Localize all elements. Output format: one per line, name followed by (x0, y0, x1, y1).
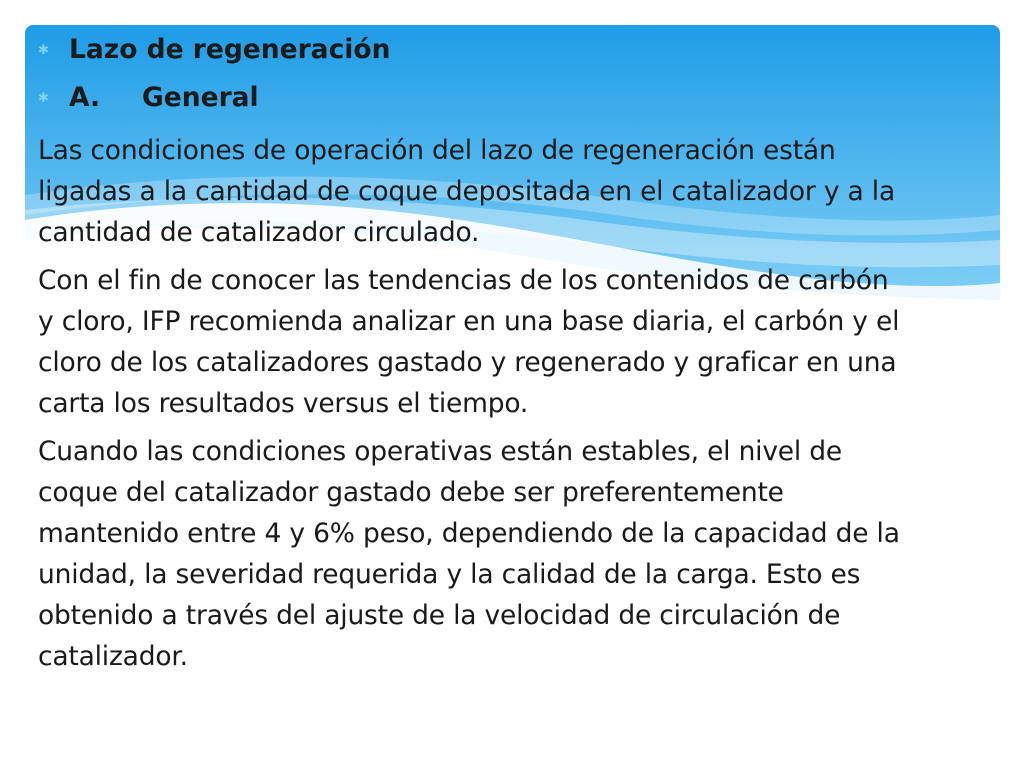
paragraph-line: y cloro, IFP recomienda analizar en una base diaria, el carbón y el (38, 306, 900, 337)
paragraph-line: carta los resultados versus el tiempo. (38, 388, 529, 419)
paragraph-line: cloro de los catalizadores gastado y regenerado y graficar en una (38, 347, 897, 378)
paragraph-line: obtenido a través del ajuste de la velocidad de circulación de (38, 600, 841, 631)
asterisk-bullet-icon: ✱ (38, 43, 49, 58)
paragraph-line: catalizador. (38, 641, 188, 672)
paragraph-line: Con el fin de conocer las tendencias de los contenidos de carbón (38, 265, 889, 296)
bullet-item-title (38, 34, 988, 82)
paragraph-line: Las condiciones de operación del lazo de regeneración están (38, 135, 836, 166)
paragraph-line: coque del catalizador gastado debe ser preferentemente (38, 477, 784, 508)
bullet-text: General (142, 82, 259, 113)
paragraph-line: mantenido entre 4 y 6% peso, dependiendo de la capacidad de la (38, 518, 900, 549)
section-letter: A. (69, 82, 101, 113)
paragraph-line: Cuando las condiciones operativas están estables, el nivel de (38, 436, 843, 467)
bullet-item-section (38, 82, 988, 130)
paragraph-line: unidad, la severidad requerida y la calidad de la carga. Esto es (38, 559, 861, 590)
asterisk-bullet-icon: ✱ (38, 91, 49, 106)
paragraph-line: ligadas a la cantidad de coque depositada en el catalizador y a la (38, 176, 895, 207)
bullet-text: Lazo de regeneración (69, 34, 391, 65)
paragraph-2 (38, 260, 988, 424)
paragraph-3 (38, 431, 988, 677)
slide-content (38, 34, 988, 684)
paragraph-line: cantidad de catalizador circulado. (38, 217, 480, 248)
paragraph-1 (38, 130, 988, 253)
